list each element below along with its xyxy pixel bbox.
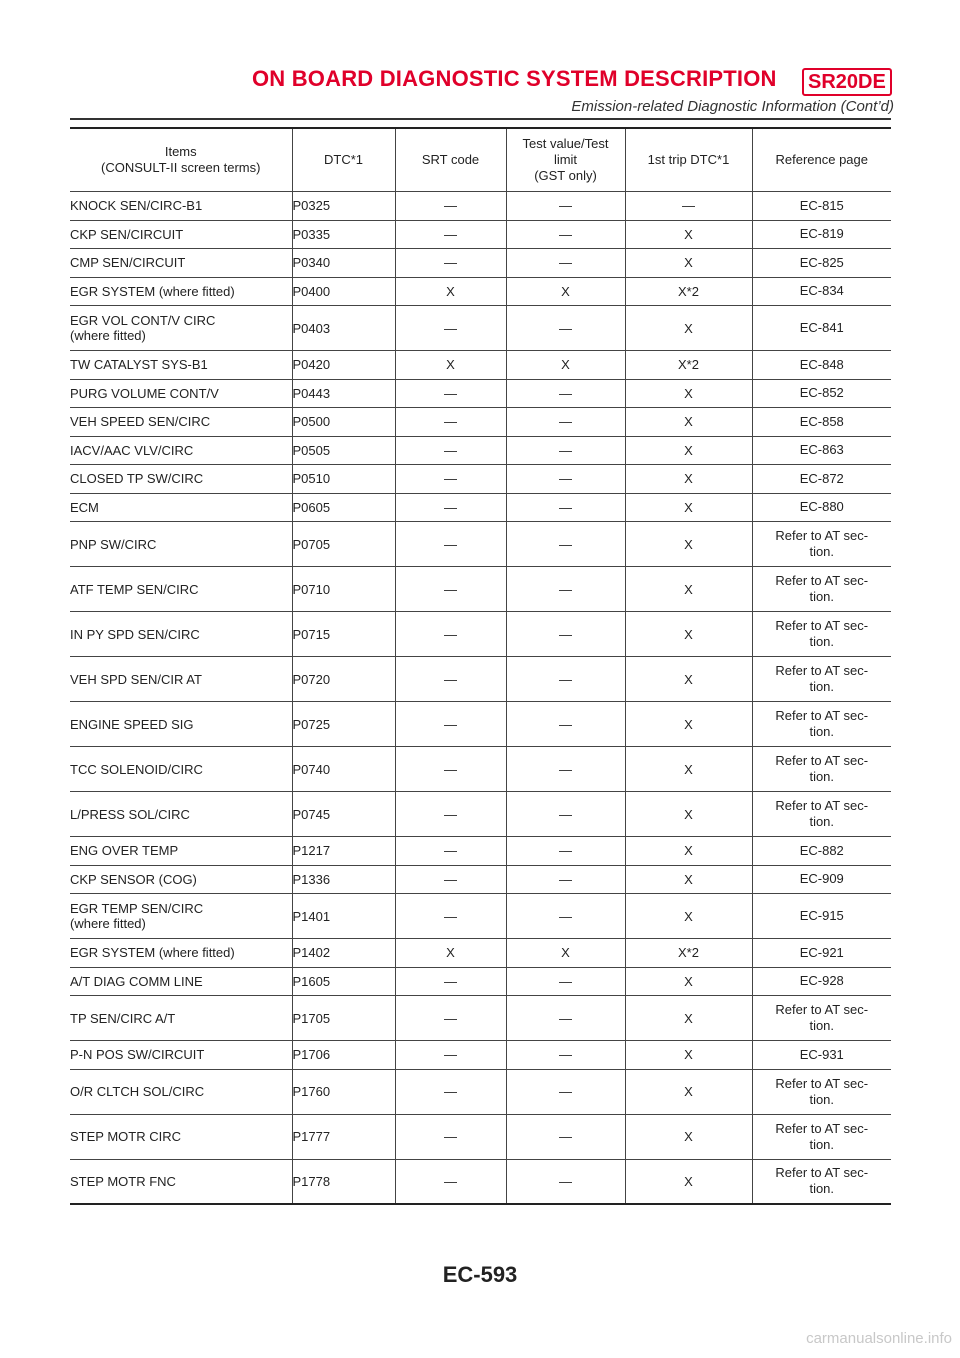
cell-test-value: X (506, 351, 625, 380)
cell-first-trip-dtc: X (625, 220, 752, 249)
cell-items: EGR VOL CONT/V CIRC (where fitted) (70, 306, 292, 351)
cell-dtc: P1336 (292, 865, 395, 894)
cell-items: KNOCK SEN/CIRC-B1 (70, 192, 292, 221)
cell-reference-page: Refer to AT sec- tion. (752, 1069, 891, 1114)
cell-srt: — (395, 493, 506, 522)
cell-reference-page: EC-852 (752, 379, 891, 408)
table-row (70, 894, 891, 939)
cell-first-trip-dtc: X*2 (625, 351, 752, 380)
cell-reference-page: Refer to AT sec- tion. (752, 612, 891, 657)
cell-first-trip-dtc: X (625, 996, 752, 1041)
cell-srt: — (395, 306, 506, 351)
cell-items: PNP SW/CIRC (70, 522, 292, 567)
table-row (70, 408, 891, 437)
cell-first-trip-dtc: X (625, 657, 752, 702)
cell-srt: — (395, 220, 506, 249)
cell-first-trip-dtc: X (625, 702, 752, 747)
table-row (70, 702, 891, 747)
cell-reference-page: Refer to AT sec- tion. (752, 657, 891, 702)
cell-test-value: — (506, 192, 625, 221)
cell-first-trip-dtc: X (625, 436, 752, 465)
cell-srt: — (395, 865, 506, 894)
cell-items: ENG OVER TEMP (70, 837, 292, 866)
cell-reference-page: Refer to AT sec- tion. (752, 522, 891, 567)
cell-items: ENGINE SPEED SIG (70, 702, 292, 747)
cell-dtc: P0510 (292, 465, 395, 494)
table-row (70, 837, 891, 866)
table-row (70, 939, 891, 968)
cell-srt: — (395, 837, 506, 866)
cell-reference-page: EC-825 (752, 249, 891, 278)
cell-test-value: X (506, 939, 625, 968)
cell-items: STEP MOTR CIRC (70, 1114, 292, 1159)
cell-reference-page: EC-834 (752, 277, 891, 306)
table-row (70, 306, 891, 351)
cell-reference-page: EC-931 (752, 1041, 891, 1070)
cell-reference-page: EC-880 (752, 493, 891, 522)
cell-dtc: P1760 (292, 1069, 395, 1114)
table-row (70, 567, 891, 612)
cell-reference-page: EC-841 (752, 306, 891, 351)
cell-dtc: P0605 (292, 493, 395, 522)
cell-test-value: — (506, 493, 625, 522)
cell-first-trip-dtc: X (625, 967, 752, 996)
table-row (70, 351, 891, 380)
cell-reference-page: EC-928 (752, 967, 891, 996)
table-row (70, 1041, 891, 1070)
cell-dtc: P1605 (292, 967, 395, 996)
table-row (70, 436, 891, 465)
cell-items: P-N POS SW/CIRCUIT (70, 1041, 292, 1070)
cell-items: A/T DIAG COMM LINE (70, 967, 292, 996)
cell-test-value: X (506, 277, 625, 306)
cell-first-trip-dtc: X (625, 493, 752, 522)
cell-reference-page: EC-848 (752, 351, 891, 380)
cell-srt: — (395, 702, 506, 747)
cell-test-value: — (506, 747, 625, 792)
cell-reference-page: Refer to AT sec- tion. (752, 1159, 891, 1204)
table-row (70, 792, 891, 837)
cell-first-trip-dtc: X (625, 865, 752, 894)
cell-items: CKP SENSOR (COG) (70, 865, 292, 894)
cell-test-value: — (506, 220, 625, 249)
cell-first-trip-dtc: X (625, 894, 752, 939)
column-header-items: Items (CONSULT-II screen terms) (70, 128, 292, 192)
cell-test-value: — (506, 657, 625, 702)
cell-reference-page: EC-882 (752, 837, 891, 866)
cell-srt: — (395, 967, 506, 996)
table-row (70, 379, 891, 408)
cell-srt: — (395, 612, 506, 657)
cell-items: TCC SOLENOID/CIRC (70, 747, 292, 792)
cell-reference-page: EC-819 (752, 220, 891, 249)
cell-test-value: — (506, 1041, 625, 1070)
table-row (70, 465, 891, 494)
header-row (70, 128, 891, 192)
cell-items: O/R CLTCH SOL/CIRC (70, 1069, 292, 1114)
column-header-reference-page: Reference page (752, 128, 891, 192)
table-row (70, 865, 891, 894)
cell-first-trip-dtc: X (625, 522, 752, 567)
cell-items: EGR TEMP SEN/CIRC (where fitted) (70, 894, 292, 939)
cell-reference-page: EC-863 (752, 436, 891, 465)
cell-first-trip-dtc: X (625, 567, 752, 612)
cell-test-value: — (506, 408, 625, 437)
table-row (70, 612, 891, 657)
cell-dtc: P1778 (292, 1159, 395, 1204)
cell-dtc: P1706 (292, 1041, 395, 1070)
cell-reference-page: EC-909 (752, 865, 891, 894)
cell-items: ATF TEMP SEN/CIRC (70, 567, 292, 612)
cell-test-value: — (506, 792, 625, 837)
cell-test-value: — (506, 1159, 625, 1204)
cell-dtc: P0705 (292, 522, 395, 567)
cell-reference-page: Refer to AT sec- tion. (752, 792, 891, 837)
cell-dtc: P0335 (292, 220, 395, 249)
cell-test-value: — (506, 865, 625, 894)
cell-srt: — (395, 436, 506, 465)
cell-dtc: P0500 (292, 408, 395, 437)
cell-items: STEP MOTR FNC (70, 1159, 292, 1204)
cell-dtc: P0745 (292, 792, 395, 837)
cell-dtc: P1402 (292, 939, 395, 968)
cell-dtc: P0505 (292, 436, 395, 465)
cell-dtc: P0710 (292, 567, 395, 612)
cell-first-trip-dtc: X (625, 306, 752, 351)
cell-items: VEH SPD SEN/CIR AT (70, 657, 292, 702)
cell-srt: — (395, 1159, 506, 1204)
cell-reference-page: Refer to AT sec- tion. (752, 702, 891, 747)
table-row (70, 1069, 891, 1114)
cell-srt: — (395, 522, 506, 567)
cell-first-trip-dtc: X (625, 249, 752, 278)
cell-items: ECM (70, 493, 292, 522)
page-title: ON BOARD DIAGNOSTIC SYSTEM DESCRIPTION (252, 66, 777, 91)
cell-srt: — (395, 465, 506, 494)
cell-dtc: P0400 (292, 277, 395, 306)
cell-dtc: P0715 (292, 612, 395, 657)
cell-items: CLOSED TP SW/CIRC (70, 465, 292, 494)
column-header-dtc: DTC*1 (292, 128, 395, 192)
cell-srt: — (395, 1041, 506, 1070)
table-row (70, 657, 891, 702)
cell-dtc: P0725 (292, 702, 395, 747)
cell-dtc: P0740 (292, 747, 395, 792)
cell-first-trip-dtc: — (625, 192, 752, 221)
cell-first-trip-dtc: X*2 (625, 939, 752, 968)
cell-srt: — (395, 792, 506, 837)
cell-reference-page: EC-815 (752, 192, 891, 221)
cell-test-value: — (506, 249, 625, 278)
page-subtitle: Emission-related Diagnostic Information (Cont’d) (571, 98, 894, 115)
cell-test-value: — (506, 702, 625, 747)
cell-srt: — (395, 379, 506, 408)
cell-items: TP SEN/CIRC A/T (70, 996, 292, 1041)
dtc-table-body (70, 192, 891, 1205)
cell-test-value: — (506, 465, 625, 494)
cell-test-value: — (506, 1069, 625, 1114)
cell-items: L/PRESS SOL/CIRC (70, 792, 292, 837)
cell-dtc: P1705 (292, 996, 395, 1041)
cell-dtc: P0720 (292, 657, 395, 702)
cell-items: CMP SEN/CIRCUIT (70, 249, 292, 278)
cell-items: CKP SEN/CIRCUIT (70, 220, 292, 249)
cell-items: EGR SYSTEM (where fitted) (70, 277, 292, 306)
cell-dtc: P0443 (292, 379, 395, 408)
cell-first-trip-dtc: X (625, 1159, 752, 1204)
cell-srt: X (395, 277, 506, 306)
cell-reference-page: Refer to AT sec- tion. (752, 747, 891, 792)
column-header-srt: SRT code (395, 128, 506, 192)
cell-dtc: P0403 (292, 306, 395, 351)
cell-reference-page: Refer to AT sec- tion. (752, 1114, 891, 1159)
cell-srt: — (395, 249, 506, 278)
column-header-test-value: Test value/Test limit (GST only) (506, 128, 625, 192)
cell-test-value: — (506, 996, 625, 1041)
cell-items: PURG VOLUME CONT/V (70, 379, 292, 408)
table-row (70, 192, 891, 221)
cell-dtc: P1777 (292, 1114, 395, 1159)
cell-first-trip-dtc: X (625, 837, 752, 866)
table-row (70, 493, 891, 522)
table-row (70, 277, 891, 306)
cell-reference-page: Refer to AT sec- tion. (752, 567, 891, 612)
cell-reference-page: EC-915 (752, 894, 891, 939)
engine-badge: SR20DE (802, 68, 892, 96)
table-row (70, 747, 891, 792)
cell-first-trip-dtc: X (625, 408, 752, 437)
cell-test-value: — (506, 837, 625, 866)
cell-dtc: P0420 (292, 351, 395, 380)
cell-items: EGR SYSTEM (where fitted) (70, 939, 292, 968)
cell-test-value: — (506, 894, 625, 939)
cell-first-trip-dtc: X (625, 792, 752, 837)
cell-test-value: — (506, 567, 625, 612)
cell-srt: — (395, 747, 506, 792)
cell-first-trip-dtc: X (625, 1041, 752, 1070)
table-row (70, 1114, 891, 1159)
cell-srt: — (395, 1114, 506, 1159)
cell-first-trip-dtc: X (625, 1069, 752, 1114)
watermark: carmanualsonline.info (806, 1330, 952, 1347)
table-row (70, 967, 891, 996)
table-row (70, 249, 891, 278)
dtc-table-header (70, 128, 891, 192)
cell-test-value: — (506, 612, 625, 657)
cell-first-trip-dtc: X (625, 465, 752, 494)
table-row (70, 996, 891, 1041)
cell-srt: X (395, 351, 506, 380)
cell-srt: — (395, 192, 506, 221)
cell-first-trip-dtc: X (625, 612, 752, 657)
cell-dtc: P0325 (292, 192, 395, 221)
cell-srt: X (395, 939, 506, 968)
cell-srt: — (395, 996, 506, 1041)
cell-test-value: — (506, 522, 625, 567)
cell-reference-page: EC-921 (752, 939, 891, 968)
column-header-first-trip-dtc: 1st trip DTC*1 (625, 128, 752, 192)
cell-first-trip-dtc: X*2 (625, 277, 752, 306)
cell-dtc: P0340 (292, 249, 395, 278)
cell-items: IACV/AAC VLV/CIRC (70, 436, 292, 465)
cell-first-trip-dtc: X (625, 1114, 752, 1159)
cell-test-value: — (506, 1114, 625, 1159)
header-rule (70, 118, 891, 120)
cell-test-value: — (506, 436, 625, 465)
cell-test-value: — (506, 967, 625, 996)
table-row (70, 522, 891, 567)
cell-srt: — (395, 408, 506, 437)
cell-reference-page: EC-858 (752, 408, 891, 437)
cell-first-trip-dtc: X (625, 747, 752, 792)
table-row (70, 1159, 891, 1204)
dtc-table (70, 127, 891, 1205)
cell-srt: — (395, 894, 506, 939)
cell-test-value: — (506, 379, 625, 408)
cell-srt: — (395, 657, 506, 702)
cell-reference-page: Refer to AT sec- tion. (752, 996, 891, 1041)
cell-items: TW CATALYST SYS-B1 (70, 351, 292, 380)
cell-srt: — (395, 567, 506, 612)
cell-dtc: P1217 (292, 837, 395, 866)
cell-first-trip-dtc: X (625, 379, 752, 408)
cell-test-value: — (506, 306, 625, 351)
page-code: EC-593 (442, 1262, 518, 1287)
table-row (70, 220, 891, 249)
cell-srt: — (395, 1069, 506, 1114)
cell-items: VEH SPEED SEN/CIRC (70, 408, 292, 437)
cell-items: IN PY SPD SEN/CIRC (70, 612, 292, 657)
cell-dtc: P1401 (292, 894, 395, 939)
cell-reference-page: EC-872 (752, 465, 891, 494)
